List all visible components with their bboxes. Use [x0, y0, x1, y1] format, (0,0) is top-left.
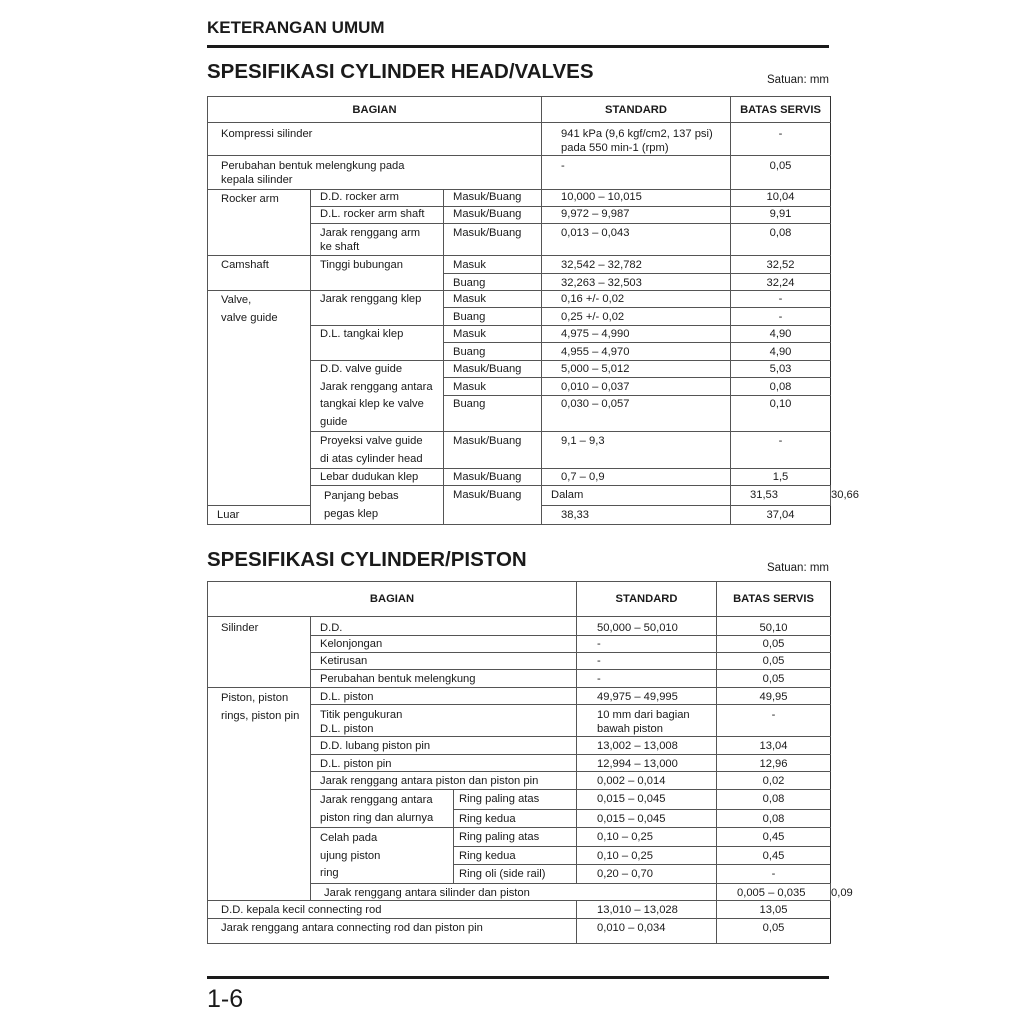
table-row: Ring kedua 0,10 – 0,25 0,45 — [208, 846, 831, 864]
table-row: Valve, valve guide Jarak renggang klep Masuk 0,16 +/- 0,02 - — [208, 291, 831, 308]
table-row: Jarak renggang antara silinder dan piston 0,005 – 0,035 0,09 — [208, 883, 831, 900]
page-number: 1-6 — [207, 985, 244, 1013]
table-row: D.D. kepala kecil connecting rod 13,010 – 13,028 13,05 — [208, 900, 831, 918]
chapter-header: KETERANGAN UMUM — [207, 18, 385, 37]
col-batas-servis: BATAS SERVIS — [731, 97, 831, 123]
table-row: Buang 4,955 – 4,970 4,90 — [208, 343, 831, 361]
spec-table-cylinder-piston — [207, 581, 853, 944]
header-rule — [207, 45, 829, 48]
col-bagian: BAGIAN — [208, 582, 577, 617]
table-row: Buang 0,030 – 0,057 0,10 — [208, 396, 831, 432]
table-row: Jarak renggang antara piston ring dan alurnya Ring paling atas 0,015 – 0,045 0,08 — [208, 790, 831, 810]
table-row: Piston, piston rings, piston pin D.L. piston 49,975 – 49,995 49,95 — [208, 688, 831, 705]
table-row: Buang 0,25 +/- 0,02 - — [208, 308, 831, 326]
table-row: Jarak renggang antara tangkai klep ke valve guide Masuk 0,010 – 0,037 0,08 — [208, 378, 831, 396]
table-row: Proyeksi valve guide di atas cylinder head Masuk/Buang 9,1 – 9,3 - — [208, 432, 831, 469]
table-row: Kompressi silinder 941 kPa (9,6 kgf/cm2, 137 psi) pada 550 min-1 (rpm) - — [208, 123, 831, 156]
unit-label: Satuan: mm — [767, 562, 829, 574]
table-row: Buang 32,263 – 32,503 32,24 — [208, 274, 831, 291]
table-row: Silinder D.D. 50,000 – 50,010 50,10 — [208, 617, 831, 636]
table-row: Ring oli (side rail) 0,20 – 0,70 - — [208, 864, 831, 883]
footer-rule — [207, 976, 829, 979]
table-row: Titik pengukuran D.L. piston 10 mm dari bagian bawah piston - — [208, 705, 831, 737]
table-row: Panjang bebas pegas klep Masuk/Buang Dalam 31,53 30,66 — [208, 486, 831, 505]
table-row: Kelonjongan - 0,05 — [208, 636, 831, 653]
col-standard: STANDARD — [542, 97, 731, 123]
table-row: Celah pada ujung piston ring Ring paling atas 0,10 – 0,25 0,45 — [208, 828, 831, 847]
table-row: Lebar dudukan klep Masuk/Buang 0,7 – 0,9 1,5 — [208, 469, 831, 486]
col-bagian: BAGIAN — [208, 97, 542, 123]
table-row: D.D. valve guide Masuk/Buang 5,000 – 5,012 5,03 — [208, 361, 831, 378]
table-row: Perubahan bentuk melengkung - 0,05 — [208, 670, 831, 688]
table-row: Jarak renggang arm ke shaft Masuk/Buang 0,013 – 0,043 0,08 — [208, 224, 831, 256]
section-title-cylinder-piston: SPESIFIKASI CYLINDER/PISTON — [207, 548, 527, 571]
spec-table-cylinder-head — [207, 96, 859, 525]
table-row: D.D. lubang piston pin 13,002 – 13,008 13,04 — [208, 737, 831, 755]
table-row: Ketirusan - 0,05 — [208, 653, 831, 670]
section-title-cylinder-head: SPESIFIKASI CYLINDER HEAD/VALVES — [207, 60, 594, 83]
table-row: D.L. tangkai klep Masuk 4,975 – 4,990 4,90 — [208, 326, 831, 343]
table-row: Perubahan bentuk melengkung pada kepala silinder - 0,05 — [208, 156, 831, 190]
table-row: Ring kedua 0,015 – 0,045 0,08 — [208, 809, 831, 827]
col-batas-servis: BATAS SERVIS — [717, 582, 831, 617]
col-standard: STANDARD — [577, 582, 717, 617]
table-row: Rocker arm D.D. rocker arm Masuk/Buang 10,000 – 10,015 10,04 — [208, 190, 831, 207]
table-row: Jarak renggang antara connecting rod dan piston pin 0,010 – 0,034 0,05 — [208, 918, 831, 943]
table-row: Luar 38,33 37,04 — [208, 505, 831, 524]
table-header-row — [208, 97, 831, 123]
table-row: D.L. piston pin 12,994 – 13,000 12,96 — [208, 755, 831, 772]
table-row: Camshaft Tinggi bubungan Masuk 32,542 – 32,782 32,52 — [208, 256, 831, 274]
table-row: Jarak renggang antara piston dan piston pin 0,002 – 0,014 0,02 — [208, 772, 831, 790]
table-row: D.L. rocker arm shaft Masuk/Buang 9,972 – 9,987 9,91 — [208, 207, 831, 224]
table-header-row — [208, 582, 831, 617]
unit-label: Satuan: mm — [767, 74, 829, 86]
